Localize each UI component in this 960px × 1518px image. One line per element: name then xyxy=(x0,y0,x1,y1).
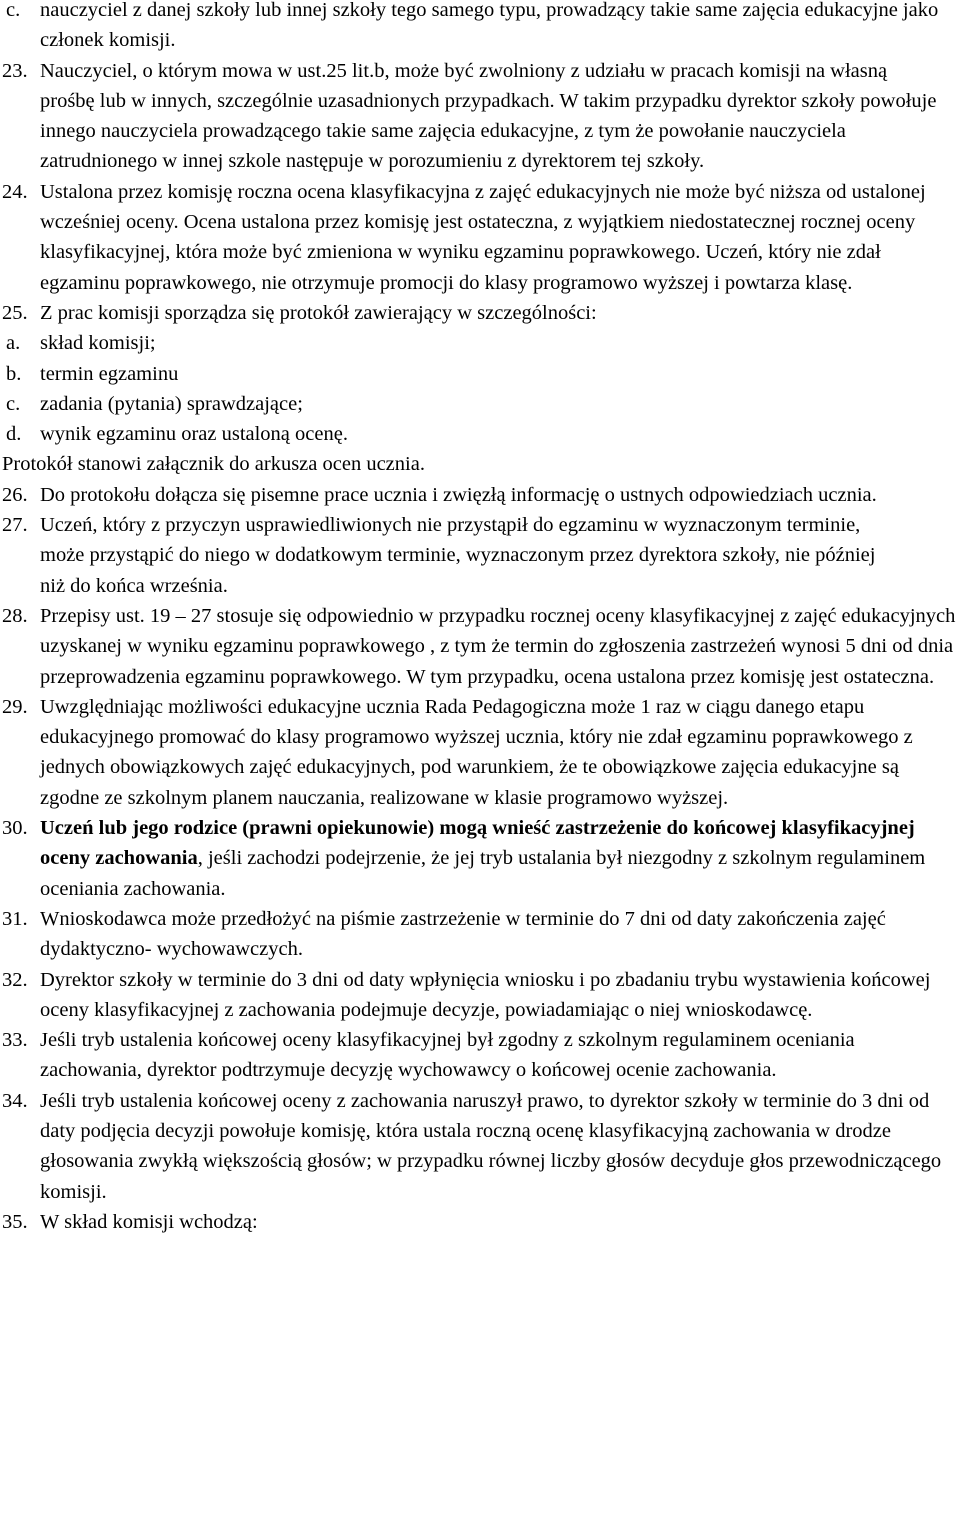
list-item-25a xyxy=(0,328,960,358)
item-letter: c. xyxy=(6,392,21,415)
item-number: 25. xyxy=(2,301,28,324)
regular-text: , jeśli zachodzi podejrzenie, że jej tryb ustalania był niezgodny z szkolnym regulaminem oceniania zachowania. xyxy=(40,847,926,900)
item-letter: a. xyxy=(6,332,21,355)
item-text: Jeśli tryb ustalenia końcowej oceny klasyfikacyjnej był zgodny z szkolnym regulaminem oceniania zachowania, dyrektor podtrzymuje decyzję wychowawcy o końcowej ocenie zachowania. xyxy=(40,1029,855,1082)
item-text: zadania (pytania) sprawdzające; xyxy=(40,392,303,415)
item-number: 26. xyxy=(2,483,28,506)
item-number: c. xyxy=(6,0,21,21)
item-number: 33. xyxy=(2,1029,28,1052)
paragraph-30 xyxy=(0,813,960,904)
paragraph-23 xyxy=(0,56,960,177)
item-number: 31. xyxy=(2,907,28,930)
item-text: Do protokołu dołącza się pisemne prace ucznia i zwięzłą informację o ustnych odpowiedziach ucznia. xyxy=(40,483,877,506)
item-text: Uwzględniając możliwości edukacyjne ucznia Rada Pedagogiczna może 1 raz w ciągu danego etapu edukacyjnego promować do klasy programowo wyższej ucznia, który nie zdał egzaminu poprawkowego z jednych obowiązkowych zajęć edukacyjnych, pod warunkiem, że te obowiązkowe zajęcia edukacyjne są zgodne ze szkolnym planem nauczania, realizowane w klasie programowo wyższej. xyxy=(40,695,913,809)
item-number: 23. xyxy=(2,59,28,82)
paragraph-31 xyxy=(0,904,960,965)
item-letter: b. xyxy=(6,362,22,385)
item-letter: d. xyxy=(6,423,22,446)
item-text: Dyrektor szkoły w terminie do 3 dni od daty wpłynięcia wniosku i po zbadaniu trybu wystawienia końcowej oceny klasyfikacyjnej z zachowania podejmuje decyzje, powiadamiając o niej wnioskodawcę. xyxy=(40,968,931,1021)
list-item-25d xyxy=(0,419,960,449)
list-item-c-teacher xyxy=(0,0,960,56)
item-number: 34. xyxy=(2,1089,28,1112)
paragraph-24 xyxy=(0,177,960,298)
paragraph-27 xyxy=(0,510,960,601)
protocol-note: Protokół stanowi załącznik do arkusza ocen ucznia. xyxy=(2,453,425,476)
item-text: W skład komisji wchodzą: xyxy=(40,1210,258,1233)
paragraph-35 xyxy=(0,1207,960,1237)
item-text xyxy=(40,813,954,904)
paragraph-29 xyxy=(0,692,960,813)
paragraph-33 xyxy=(0,1025,960,1086)
item-text: Uczeń, który z przyczyn usprawiedliwionych nie przystąpił do egzaminu w wyznaczonym terminie, może przystąpić do niego w dodatkowym terminie, wyznaczonym przez dyrektora szkoły, nie później niż do końca września. xyxy=(40,514,876,597)
list-item-25b xyxy=(0,359,960,389)
item-number: 28. xyxy=(2,604,28,627)
item-text: nauczyciel z danej szkoły lub innej szkoły tego samego typu, prowadzący takie same zajęcia edukacyjne jako członek komisji. xyxy=(40,0,939,52)
paragraph-26 xyxy=(0,480,960,510)
item-text: Ustalona przez komisję roczna ocena klasyfikacyjna z zajęć edukacyjnych nie może być niższa od ustalonej wcześniej oceny. Ocena ustalona przez komisję jest ostateczna, z wyjątkiem niedostatecznej rocznej oceny klasyfikacyjnej, która może być zmieniona w wyniku egzaminu poprawkowego. Uczeń, który nie zdał egzaminu poprawkowego, nie otrzymuje promocji do klasy programowo wyższej i powtarza klasę. xyxy=(40,180,926,294)
item-number: 30. xyxy=(2,817,28,840)
list-item-25c xyxy=(0,389,960,419)
item-text: wynik egzaminu oraz ustaloną ocenę. xyxy=(40,423,348,446)
item-text: termin egzaminu xyxy=(40,362,179,385)
item-number: 24. xyxy=(2,180,28,203)
paragraph-34 xyxy=(0,1086,960,1207)
bold-objection-text: Uczeń lub jego rodzice (prawni opiekunowie) mogą wnieść zastrzeżenie do końcowej klasyfikacyjnej oceny zachowania xyxy=(40,817,915,870)
paragraph-28 xyxy=(0,601,960,692)
item-text: Nauczyciel, o którym mowa w ust.25 lit.b, może być zwolniony z udziału w pracach komisji na własną prośbę lub w innych, szczególnie uzasadnionych przypadkach. W takim przypadku dyrektor szkoły powołuje innego nauczyciela prowadzącego takie same zajęcia edukacyjne, z tym że powołanie nauczyciela zatrudnionego w innej szkole następuje w porozumieniu z dyrektorem tej szkoły. xyxy=(40,59,937,173)
item-number: 29. xyxy=(2,695,28,718)
paragraph-25 xyxy=(0,298,960,328)
item-number: 32. xyxy=(2,968,28,991)
item-number: 35. xyxy=(2,1210,28,1233)
item-text: skład komisji; xyxy=(40,332,156,355)
paragraph-32 xyxy=(0,965,960,1026)
item-text: Wnioskodawca może przedłożyć na piśmie zastrzeżenie w terminie do 7 dni od daty zakończenia zajęć dydaktyczno- wychowawczych. xyxy=(40,907,886,961)
item-text: Przepisy ust. 19 – 27 stosuje się odpowiednio w przypadku rocznej oceny klasyfikacyjnej z zajęć edukacyjnych uzyskanej w wyniku egzaminu poprawkowego , z tym że termin do zgłoszenia zastrzeżeń wynosi 5 dni od dnia przeprowadzenia egzaminu poprawkowego. W tym przypadku, ocena ustalona przez komisję jest ostateczna. xyxy=(40,604,956,688)
item-text: Z prac komisji sporządza się protokół zawierający w szczególności: xyxy=(40,301,597,324)
item-text: Jeśli tryb ustalenia końcowej oceny z zachowania naruszył prawo, to dyrektor szkoły w terminie do 3 dni od daty podjęcia decyzji powołuje komisję, która ustala roczną ocenę klasyfikacyjną zachowania w drodze głosowania zwykłą większością głosów; w przypadku równej liczby głosów decyduje głos przewodniczącego komisji. xyxy=(40,1089,942,1203)
item-number: 27. xyxy=(2,514,28,537)
